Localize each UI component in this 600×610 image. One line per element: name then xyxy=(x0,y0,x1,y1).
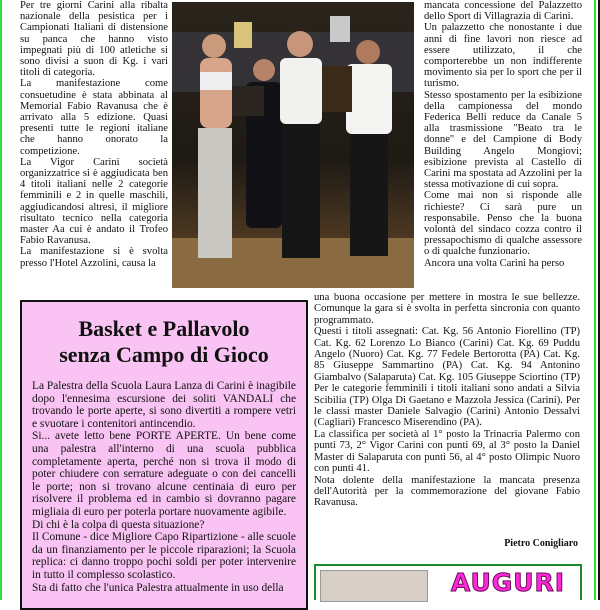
paragraph: Di chi è la colpa di questa situazione? xyxy=(32,518,205,531)
right-text-column xyxy=(424,0,582,269)
article-title xyxy=(22,316,306,368)
article-author: Pietro Conigliaro xyxy=(504,538,578,549)
auguri-title: AUGURI xyxy=(436,566,580,600)
paragraph: Stesso spostamento per la esibizione della campionessa del mondo Federica Belli reduce da Canale 5 alla trasmissione "Beato tra le donne" e del Campione di Body Building Angelo Mongiovi; esibizione prevista al Castello di Carini ma spostata ad Azzolini per la stessa motivazione di cui sopra. xyxy=(424,89,582,191)
paragraph: Sta di fatto che l'unica Palestra attualmente in uso della xyxy=(32,581,284,594)
article-title-line: senza Campo di Gioco xyxy=(59,342,269,367)
paragraph: Il Comune - dice Migliore Capo Ripartizione - alle scuole da un finanziamento per le piccole riparazioni; la Scuola replica: ci danno troppo pochi soldi per poter intervenire in tutto il complesso scolastico. xyxy=(32,531,296,581)
paragraph: La Vigor Carini società organizzatrice si è aggiudicata ben 4 titoli italiani nelle 2 categorie femminili e 2 in quelle maschili, aggiudicandosi altresì, il migliore risultato tecnico nella categoria master Aa cui è andato il Trofeo Fabio Ravanusa. xyxy=(20,156,168,247)
paragraph: Si... avete letto bene PORTE APERTE. Un bene come una palestra all'interno di una scuola pubblica completamente aperta, perché non si trova il modo di poter chiudere con serrature adeguate o con dei cancelli le porte; non si trovano alcune centinaia di euro per risolvere il problema ed in cambio si dovranno pagare migliaia di euro per poterla portare nuovamente agibile. xyxy=(32,430,296,518)
paragraph: La manifestazione si è svolta presso l'Hotel Azzolini, causa la xyxy=(20,246,168,269)
paragraph: La Palestra della Scuola Laura Lanza di Carini è inagibile dopo l'ennesima escursione dei soliti VANDALI che trovando le porte aperte, si sono divertiti a rompere vetri e svuotare i contenitori antincendio. xyxy=(32,380,296,430)
basket-pallavolo-article xyxy=(20,300,308,610)
paragraph: Per tre giorni Carini alla ribalta nazionale della pesistica per i Campionati Italiani di distensione su panca che hanno visto impegnati più di 100 atletiche si sono divisi a suon di Kg. i vari titoli di categoria. xyxy=(20,0,168,79)
paragraph: Ancora una volta Carini ha perso xyxy=(424,257,565,269)
paragraph: La classifica per società al 1° posto la Trinacria Palermo con punti 73, 2° Vigor Carini con punti 69, al 3° posto la Daniel Master di Salaparuta con punti 56, al 4° posto Olimpic Nuoro con punti 41. xyxy=(314,428,580,475)
paragraph: una buona occasione per mettere in mostra le sue bellezze. Comunque la gara si è svolta in perfetta sincronia con quanto programmato. xyxy=(314,292,580,326)
paragraph: Un palazzetto che nonostante i due anni di fine lavori non riesce ad essere utilizzato, il che comporterebbe un non indifferente movimento sia per lo sport che per il turismo. xyxy=(424,22,582,90)
paragraph: mancata concessione del Palazzetto dello Sport di Villagrazia di Carini. xyxy=(424,0,582,23)
article-title-line: Basket e Pallavolo xyxy=(78,316,250,341)
paragraph: La manifestazione come consuetudine è stata abbinata al Memorial Fabio Ravanusa che è arrivato alla 5 edizione. Quasi presenti tutte le regioni italiane che hanno onorato la competizione. xyxy=(20,78,168,157)
paragraph: Come mai non si risponde alle richieste? Ci sarà pure un responsabile. Penso che la buona volontà del sindaco cozza contro il pressapochismo di qualche assessore o di qualche funzionario. xyxy=(424,190,582,258)
award-photo-illustration xyxy=(172,2,414,288)
award-photo xyxy=(172,2,414,288)
left-text-column xyxy=(20,0,168,269)
paragraph: Questi i titoli assegnati: Cat. Kg. 56 Antonio Fiorellino (TP) Cat. Kg. 62 Lorenzo Lo Bianco (Carini) Cat. Kg. 69 Puddu Angelo (Nuoro) Cat. Kg. 77 Fedele Bertorotta (PA) Cat. Kg. 85 Giuseppe Sammartino (PA) Cat. Kg. 94 Antonino Giambalvo (Salaparuta) Cat. Kg. 105 Giuseppe Sciortino (TP) Per le categorie femminili i titoli italiani sono andati a Silvia Scibilia (TP) Olga Di Gaetano e Mazzola Jessica (Carini). Per le classi master Daniele Salvagio (Carini) Antonio Dessalvi (Cagliari) Francesco Miserendino (PA). xyxy=(314,326,580,429)
article-body xyxy=(32,380,296,594)
paragraph: Nota dolente della manifestazione la mancata presenza dell'Autorità per la commemorazione del giovane Fabio Ravanusa. xyxy=(314,474,580,509)
baby-photo xyxy=(320,570,428,602)
results-text xyxy=(314,292,580,509)
